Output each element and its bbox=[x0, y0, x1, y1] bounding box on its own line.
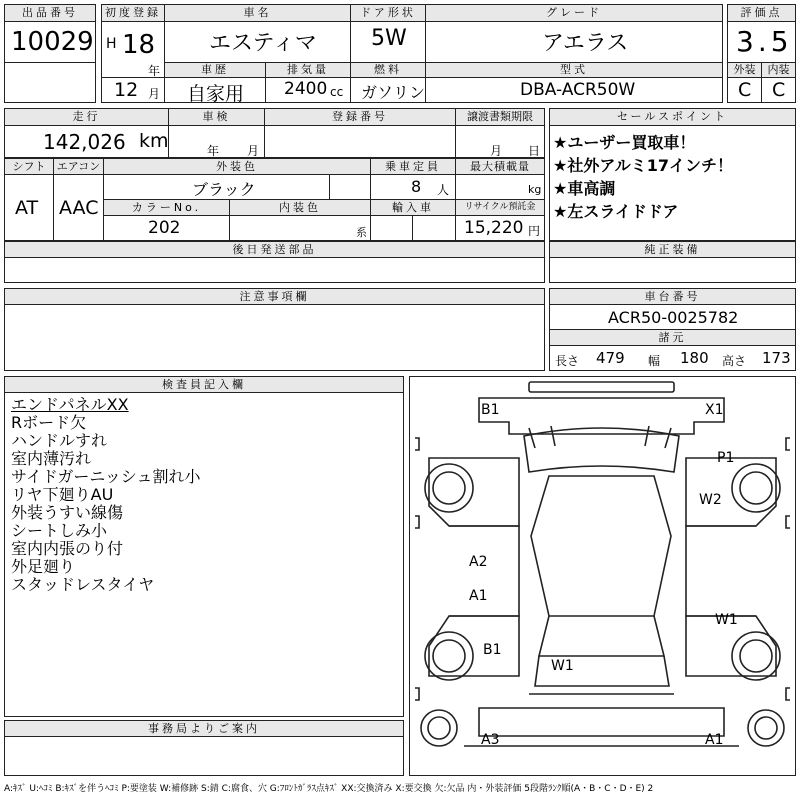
capacity-header: 乗車定員 bbox=[370, 158, 456, 175]
damage-mark: W1 bbox=[551, 658, 574, 674]
reg-year: 18 bbox=[122, 30, 156, 60]
car-name: エスティマ bbox=[209, 31, 317, 56]
inspection-cell bbox=[168, 125, 265, 158]
lot-no-header: 出品番号 bbox=[4, 4, 96, 22]
ext-color-cell bbox=[103, 174, 330, 200]
fuel: ガソリン bbox=[361, 83, 426, 102]
door-type: 5W bbox=[371, 26, 407, 51]
int-color-header: 内装色 bbox=[229, 199, 371, 216]
grade: アエラス bbox=[542, 31, 629, 56]
inspector-note: リヤ下廻りAU bbox=[11, 485, 114, 504]
width: 180 bbox=[680, 349, 709, 367]
height: 173 bbox=[762, 349, 791, 367]
capacity-unit: 人 bbox=[437, 183, 450, 197]
length: 479 bbox=[596, 349, 625, 367]
inspection-header: 車検 bbox=[168, 108, 265, 126]
damage-mark: W2 bbox=[699, 492, 722, 508]
inspector-note: エンドパネルXX bbox=[11, 395, 129, 414]
exterior-grade: C bbox=[738, 79, 752, 101]
damage-mark: A2 bbox=[469, 554, 488, 570]
ext-color: ブラック bbox=[192, 180, 256, 199]
ext-color-extra bbox=[329, 174, 371, 200]
score: 3.5 bbox=[736, 25, 793, 58]
transfer-day-unit: 日 bbox=[528, 144, 541, 158]
genuine-header: 純正装備 bbox=[549, 241, 796, 258]
inspector-note: 外装うすい線傷 bbox=[11, 503, 124, 522]
recycle-fee: 15,220 bbox=[464, 218, 524, 238]
int-color-unit: 系 bbox=[356, 226, 367, 239]
int-color-cell bbox=[229, 215, 371, 241]
sales-point-2: ★社外アルミ17インチ！ bbox=[553, 156, 733, 175]
lot-no-cell bbox=[4, 21, 96, 63]
car-diagram bbox=[409, 376, 796, 776]
displacement-cell bbox=[265, 77, 351, 103]
damage-mark: A1 bbox=[705, 732, 724, 748]
max-load-unit: kg bbox=[528, 183, 542, 196]
history-cell bbox=[164, 77, 266, 103]
inspector-note: シートしみ小 bbox=[11, 521, 108, 540]
damage-mark: A1 bbox=[469, 588, 488, 604]
reg-month: 12 bbox=[114, 79, 139, 101]
inspector-note: サイドガーニッシュ割れ小 bbox=[11, 467, 201, 486]
displacement: 2400 bbox=[284, 79, 328, 99]
sales-points-header: セールスポイント bbox=[549, 108, 796, 126]
recycle-unit: 円 bbox=[528, 224, 541, 238]
exterior-cell bbox=[727, 77, 762, 103]
import-cell bbox=[370, 215, 413, 241]
reg-month-cell bbox=[101, 77, 165, 103]
genuine-cell bbox=[549, 257, 796, 283]
interior-grade: C bbox=[772, 79, 786, 101]
inspector-note: ハンドルすれ bbox=[11, 431, 108, 450]
ac-header: エアコン bbox=[53, 158, 104, 175]
later-parts-header: 後日発送部品 bbox=[4, 241, 545, 258]
sales-point-3: ★車高調 bbox=[553, 179, 616, 198]
model: DBA-ACR50W bbox=[520, 80, 636, 100]
mileage-header: 走行 bbox=[4, 108, 169, 126]
import-cell-2 bbox=[412, 215, 456, 241]
width-label: 幅 bbox=[648, 354, 661, 368]
sales-points-cell bbox=[549, 125, 796, 241]
inspector-note: 室内薄汚れ bbox=[11, 449, 92, 468]
car-name-cell bbox=[164, 21, 351, 63]
mileage-unit: km bbox=[139, 130, 169, 152]
year-unit: 年 bbox=[148, 64, 161, 78]
damage-mark: B1 bbox=[481, 402, 500, 418]
lot-no-blank bbox=[4, 62, 96, 103]
interior-header: 内装 bbox=[761, 62, 796, 78]
color-no: 202 bbox=[148, 218, 181, 238]
door-header: ドア形状 bbox=[350, 4, 426, 22]
color-no-header: カラーNo. bbox=[103, 199, 230, 216]
lot-no: 10029 bbox=[11, 27, 94, 57]
fuel-header: 燃料 bbox=[350, 62, 426, 78]
reg-no-header: 登録番号 bbox=[264, 108, 456, 126]
chassis-header: 車台番号 bbox=[549, 288, 796, 305]
model-cell bbox=[425, 77, 723, 103]
reg-no-cell bbox=[264, 125, 456, 158]
score-cell bbox=[727, 21, 796, 63]
transfer-cell bbox=[455, 125, 545, 158]
import-header: 輸入車 bbox=[370, 199, 456, 216]
damage-mark: W1 bbox=[715, 612, 738, 628]
later-parts-cell bbox=[4, 257, 545, 283]
era: H bbox=[106, 36, 117, 52]
score-header: 評価点 bbox=[727, 4, 796, 22]
damage-mark: X1 bbox=[705, 402, 724, 418]
transfer-header: 譲渡書類期限 bbox=[455, 108, 545, 126]
exterior-header: 外装 bbox=[727, 62, 762, 78]
inspector-header: 検査員記入欄 bbox=[4, 376, 404, 393]
transfer-month-unit: 月 bbox=[490, 144, 503, 158]
inspector-note: スタッドレスタイヤ bbox=[11, 575, 155, 594]
ext-color-header: 外装色 bbox=[103, 158, 371, 175]
capacity-cell bbox=[370, 174, 456, 200]
model-header: 型式 bbox=[425, 62, 723, 78]
shift: AT bbox=[15, 197, 39, 219]
displacement-header: 排気量 bbox=[265, 62, 351, 78]
caution-cell bbox=[4, 304, 545, 371]
history: 自家用 bbox=[187, 83, 245, 105]
chassis-cell bbox=[549, 304, 796, 330]
grade-cell bbox=[425, 21, 723, 63]
fuel-cell bbox=[350, 77, 426, 103]
sales-point-4: ★左スライドドア bbox=[553, 202, 679, 221]
max-load-cell bbox=[455, 174, 545, 200]
damage-mark: A3 bbox=[481, 732, 500, 748]
recycle-header: リサイクル預託金 bbox=[455, 199, 545, 216]
caution-header: 注意事項欄 bbox=[4, 288, 545, 305]
sales-point-1: ★ユーザー買取車！ bbox=[553, 133, 696, 152]
inspector-note: 室内内張のり付 bbox=[11, 539, 124, 558]
capacity: 8 bbox=[411, 177, 422, 196]
office-header: 事務局よりご案内 bbox=[4, 720, 404, 737]
interior-cell bbox=[761, 77, 796, 103]
inspector-note: Rボード欠 bbox=[11, 413, 87, 432]
damage-mark: P1 bbox=[717, 450, 735, 466]
damage-mark: B1 bbox=[483, 642, 502, 658]
first-reg-header: 初度登録 bbox=[101, 4, 165, 22]
height-label: 高さ bbox=[722, 354, 747, 368]
dims-cell bbox=[549, 345, 796, 371]
displacement-unit: cc bbox=[330, 85, 344, 99]
color-no-cell bbox=[103, 215, 230, 241]
mileage-cell bbox=[4, 125, 169, 158]
shift-cell bbox=[4, 174, 54, 241]
ac: AAC bbox=[59, 197, 99, 219]
ac-cell bbox=[53, 174, 104, 241]
history-header: 車歴 bbox=[164, 62, 266, 78]
door-cell bbox=[350, 21, 426, 63]
first-reg-cell bbox=[101, 21, 165, 78]
grade-header: グレード bbox=[425, 4, 723, 22]
mileage: 142,026 bbox=[43, 130, 126, 154]
inspector-note: 外足廻り bbox=[11, 557, 76, 576]
inspector-cell bbox=[4, 392, 404, 717]
shift-header: シフト bbox=[4, 158, 54, 175]
month-unit: 月 bbox=[148, 87, 161, 101]
office-cell bbox=[4, 736, 404, 776]
dims-header: 諸元 bbox=[549, 329, 796, 346]
recycle-cell bbox=[455, 215, 545, 241]
damage-legend: A:ｷｽﾞ U:ﾍｺﾐ B:ｷｽﾞを伴うﾍｺﾐ P:要塗装 W:補修跡 S:錆 C:腐食、穴 G:ﾌﾛﾝﾄｶﾞﾗｽ点ｷｽﾞ XX:交換済み X:要交換 欠:欠品 内・外装評価 5段階ﾗﾝｸ順(A・B・C・D・E) 2 bbox=[4, 784, 654, 794]
chassis-no: ACR50-0025782 bbox=[608, 308, 739, 327]
length-label: 長さ bbox=[555, 354, 580, 368]
car-name-header: 車名 bbox=[164, 4, 351, 22]
max-load-header: 最大積載量 bbox=[455, 158, 545, 175]
insp-month-unit: 月 bbox=[247, 144, 260, 158]
insp-year-unit: 年 bbox=[207, 144, 220, 158]
